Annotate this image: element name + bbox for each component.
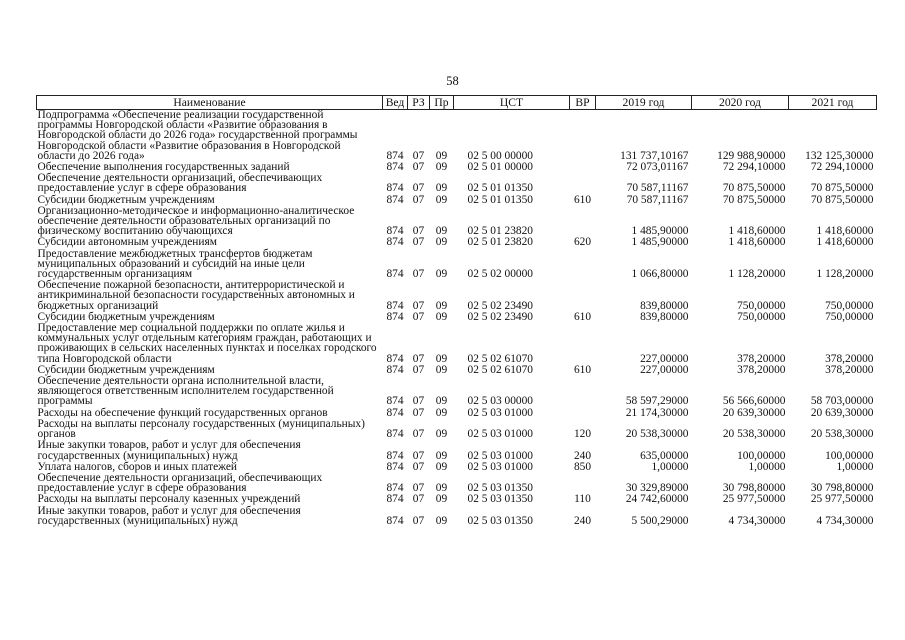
- row-2020-cell: 20 639,30000: [722, 406, 786, 419]
- row-rz-cell: 07: [412, 514, 425, 527]
- row-rz-cell: 07: [412, 149, 425, 162]
- row-2019-cell: 1 485,90000: [631, 236, 689, 249]
- row-ved-cell: 874: [386, 225, 404, 238]
- row-rz-cell: 07: [412, 363, 425, 376]
- row-pr-cell: 09: [435, 352, 448, 365]
- row-pr-cell: 09: [435, 363, 448, 376]
- row-vr-cell: 610: [573, 310, 592, 323]
- row-pr-cell: 09: [435, 460, 448, 473]
- header-2021: 2021 год: [789, 96, 877, 110]
- row-vr-cell: [570, 408, 596, 419]
- row-2020-cell: 20 538,30000: [722, 428, 786, 441]
- row-name-cell: Иные закупки товаров, работ и услуг для обеспечения государственных (муниципальных) нужд: [37, 504, 301, 527]
- row-name-cell: Уплата налогов, сборов и иных платежей: [37, 460, 237, 473]
- row-cst-cell: 02 5 03 01000: [467, 406, 533, 419]
- row-rz-cell: 07: [412, 460, 425, 473]
- row-ved-cell: 874: [386, 449, 404, 462]
- row-2019-cell: 30 329,89000: [625, 482, 689, 495]
- row-name-cell: Предоставление мер социальной поддержки по оплате жилья и коммунальных услуг отдельным категориям граждан, работающих и проживающих в сельских населенных пунктах и поселках городского типа Новгородской области: [37, 322, 377, 365]
- row-name-cell: Организационно-методическое и информационно-аналитическое обеспечение деятельности образовательных организаций по физическому воспитанию обучающихся: [37, 204, 355, 238]
- row-rz-cell: 07: [412, 406, 425, 419]
- row-pr-cell: 09: [435, 182, 448, 195]
- row-ved-cell: 874: [386, 406, 404, 419]
- header-name: Наименование: [37, 96, 383, 110]
- row-pr-cell: 09: [435, 161, 448, 174]
- row-cst-cell: 02 5 03 01000: [467, 428, 533, 441]
- row-2020-cell: 1,00000: [748, 460, 786, 473]
- header-cst: ЦСТ: [454, 96, 570, 110]
- row-2021-cell: 30 798,80000: [810, 482, 874, 495]
- row-vr-cell: 620: [573, 236, 592, 249]
- row-pr-cell: 09: [435, 406, 448, 419]
- row-rz-cell: 07: [412, 310, 425, 323]
- table-row: [37, 440, 877, 461]
- header-vr: ВР: [570, 96, 596, 110]
- row-pr-cell: 09: [435, 225, 448, 238]
- row-vr-cell: [570, 173, 596, 194]
- row-ved-cell: 874: [386, 182, 404, 195]
- row-2019-cell: 21 174,30000: [625, 406, 689, 419]
- row-name-cell: Обеспечение деятельности органа исполнительной власти, являющегося ответственным исполнителем государственной программы: [37, 375, 334, 408]
- header-rz: РЗ: [408, 96, 430, 110]
- row-vr-cell: [570, 280, 596, 312]
- row-vr-cell: 610: [573, 363, 592, 376]
- row-2020-cell: 100,00000: [737, 449, 786, 462]
- row-vr-cell: [570, 110, 596, 163]
- row-2021-cell: 72 294,10000: [810, 161, 874, 174]
- row-2020-cell: 1 418,60000: [728, 236, 786, 249]
- row-cst-cell: 02 5 02 23490: [467, 299, 533, 312]
- row-2019-cell: 70 587,11167: [626, 182, 689, 195]
- row-vr-cell: 850: [573, 460, 592, 473]
- row-cst-cell: 02 5 03 01350: [467, 493, 533, 506]
- table-row: [37, 323, 877, 365]
- row-2021-cell: 750,00000: [825, 299, 874, 312]
- row-2020-cell: 750,00000: [737, 310, 786, 323]
- row-2019-cell: 72 073,01167: [626, 161, 689, 174]
- row-vr-cell: [570, 206, 596, 238]
- row-rz-cell: 07: [412, 161, 425, 174]
- row-rz-cell: 07: [412, 193, 425, 206]
- row-2019-cell: 635,00000: [640, 449, 689, 462]
- row-2021-cell: 70 875,50000: [810, 182, 874, 195]
- row-2019-cell: 1 066,80000: [631, 268, 689, 281]
- table-body: [37, 110, 877, 527]
- row-2020-cell: 70 875,50000: [722, 182, 786, 195]
- row-name-cell: Субсидии бюджетным учреждениям: [37, 363, 215, 376]
- row-2019-cell: 24 742,60000: [625, 493, 689, 506]
- row-2021-cell: 25 977,50000: [810, 493, 874, 506]
- row-rz-cell: 07: [412, 268, 425, 281]
- table-row: [37, 376, 877, 408]
- row-pr-cell: 09: [435, 149, 448, 162]
- row-vr-cell: 110: [574, 493, 591, 506]
- row-2019-cell: 70 587,11167: [626, 193, 689, 206]
- row-2020-cell: 1 418,60000: [728, 225, 786, 238]
- row-cst-cell: 02 5 01 23820: [467, 225, 533, 238]
- row-name-cell: Расходы на выплаты персоналу казенных учреждений: [37, 493, 301, 506]
- row-rz-cell: 07: [412, 236, 425, 249]
- row-vr-cell: 240: [573, 514, 592, 527]
- row-vr-cell: [570, 323, 596, 365]
- row-name-cell: Субсидии автономным учреждениям: [37, 236, 217, 249]
- header-2019: 2019 год: [596, 96, 692, 110]
- header-pr: Пр: [430, 96, 454, 110]
- row-2019-cell: 131 737,10167: [620, 149, 689, 162]
- row-2021-cell: 132 125,30000: [805, 149, 874, 162]
- row-2021-cell: 58 703,00000: [810, 395, 874, 408]
- row-rz-cell: 07: [412, 299, 425, 312]
- row-ved-cell: 874: [386, 310, 404, 323]
- table-row: [37, 206, 877, 238]
- row-name-cell: Обеспечение деятельности организаций, обеспечивающих предоставление услуг в сфере образования: [37, 471, 323, 495]
- row-2021-cell: 4 734,30000: [816, 514, 874, 527]
- row-2020-cell: 70 875,50000: [722, 193, 786, 206]
- row-2021-cell: 70 875,50000: [810, 193, 874, 206]
- row-name-cell: Подпрограмма «Обеспечение реализации государственной программы Новгородской области «Развитие образования в Новгородской области до 2026 года» государственной программы Новгородской области «Развитие образования в Новгородской области до 2026 года»: [37, 109, 358, 162]
- row-cst-cell: 02 5 03 01000: [467, 460, 533, 473]
- row-2020-cell: 129 988,90000: [717, 149, 786, 162]
- row-rz-cell: 07: [412, 182, 425, 195]
- row-2021-cell: 378,20000: [825, 352, 874, 365]
- row-pr-cell: 09: [435, 482, 448, 495]
- row-rz-cell: 07: [412, 482, 425, 495]
- row-2021-cell: 750,00000: [825, 310, 874, 323]
- row-pr-cell: 09: [435, 428, 448, 441]
- row-2020-cell: 4 734,30000: [728, 514, 786, 527]
- table-row: [37, 237, 877, 248]
- row-2019-cell: 1 485,90000: [631, 225, 689, 238]
- budget-table: [36, 95, 877, 527]
- row-cst-cell: 02 5 02 61070: [467, 352, 533, 365]
- table-row: [37, 249, 877, 281]
- header-2020: 2020 год: [692, 96, 789, 110]
- row-ved-cell: 874: [386, 236, 404, 249]
- table-row: [37, 419, 877, 440]
- row-2021-cell: 100,00000: [825, 449, 874, 462]
- table-header: [37, 96, 877, 110]
- row-rz-cell: 07: [412, 225, 425, 238]
- row-2021-cell: 1 418,60000: [816, 225, 874, 238]
- row-cst-cell: 02 5 01 23820: [467, 236, 533, 249]
- row-pr-cell: 09: [435, 299, 448, 312]
- row-2020-cell: 1 128,20000: [728, 268, 786, 281]
- row-2019-cell: 839,80000: [640, 310, 689, 323]
- row-name-cell: Иные закупки товаров, работ и услуг для обеспечения государственных (муниципальных) нужд: [37, 439, 301, 462]
- row-cst-cell: 02 5 03 01350: [467, 482, 533, 495]
- row-vr-cell: 240: [573, 449, 592, 462]
- table-row: [37, 494, 877, 505]
- row-cst-cell: 02 5 01 00000: [467, 161, 533, 174]
- row-pr-cell: 09: [435, 395, 448, 408]
- row-ved-cell: 874: [386, 149, 404, 162]
- row-vr-cell: [570, 376, 596, 408]
- header-ved: Вед: [383, 96, 408, 110]
- row-vr-cell: 120: [573, 428, 592, 441]
- row-name-cell: Субсидии бюджетным учреждениям: [37, 310, 215, 323]
- row-2019-cell: 227,00000: [640, 363, 689, 376]
- row-2021-cell: 378,20000: [825, 363, 874, 376]
- row-2021-cell: 20 538,30000: [810, 428, 874, 441]
- table-row: [37, 506, 877, 527]
- row-ved-cell: 874: [386, 482, 404, 495]
- row-2020-cell: 72 294,10000: [722, 161, 786, 174]
- row-pr-cell: 09: [435, 493, 448, 506]
- row-rz-cell: 07: [412, 395, 425, 408]
- row-name-cell: Расходы на выплаты персоналу государственных (муниципальных) органов: [37, 417, 365, 441]
- row-ved-cell: 874: [386, 268, 404, 281]
- row-2020-cell: 25 977,50000: [722, 493, 786, 506]
- page-number: 58: [446, 74, 459, 88]
- row-cst-cell: 02 5 02 23490: [467, 310, 533, 323]
- row-ved-cell: 874: [386, 493, 404, 506]
- row-pr-cell: 09: [435, 449, 448, 462]
- header-row: [37, 96, 877, 110]
- row-2019-cell: 1,00000: [651, 460, 689, 473]
- row-2021-cell: 1 418,60000: [816, 236, 874, 249]
- row-2019-cell: 227,00000: [640, 352, 689, 365]
- row-ved-cell: 874: [386, 363, 404, 376]
- row-vr-cell: [570, 473, 596, 494]
- row-pr-cell: 09: [435, 268, 448, 281]
- row-cst-cell: 02 5 01 01350: [467, 193, 533, 206]
- row-2020-cell: 750,00000: [737, 299, 786, 312]
- row-name-cell: Субсидии бюджетным учреждениям: [37, 193, 215, 206]
- row-vr-cell: 610: [573, 193, 592, 206]
- row-cst-cell: 02 5 00 00000: [467, 149, 533, 162]
- row-pr-cell: 09: [435, 236, 448, 249]
- row-name-cell: Обеспечение выполнения государственных заданий: [37, 161, 290, 174]
- row-ved-cell: 874: [386, 193, 404, 206]
- row-rz-cell: 07: [412, 352, 425, 365]
- row-ved-cell: 874: [386, 352, 404, 365]
- row-2019-cell: 58 597,29000: [625, 395, 689, 408]
- row-ved-cell: 874: [386, 514, 404, 527]
- row-vr-cell: [570, 249, 596, 281]
- row-2020-cell: 378,20000: [737, 363, 786, 376]
- row-cst-cell: 02 5 02 61070: [467, 363, 533, 376]
- row-ved-cell: 874: [386, 428, 404, 441]
- row-vr-cell: [570, 162, 596, 173]
- row-name-cell: Расходы на обеспечение функций государственных органов: [37, 406, 328, 419]
- row-cst-cell: 02 5 03 01350: [467, 514, 533, 527]
- row-rz-cell: 07: [412, 428, 425, 441]
- table-row: [37, 110, 877, 163]
- row-2019-cell: 5 500,29000: [631, 514, 689, 527]
- table-row: [37, 173, 877, 194]
- row-2019-cell: 839,80000: [640, 299, 689, 312]
- row-pr-cell: 09: [435, 193, 448, 206]
- row-ved-cell: 874: [386, 460, 404, 473]
- row-2020-cell: 30 798,80000: [722, 482, 786, 495]
- row-2019-cell: 20 538,30000: [625, 428, 689, 441]
- table-row: [37, 280, 877, 312]
- row-2021-cell: 1,00000: [836, 460, 874, 473]
- row-cst-cell: 02 5 03 01000: [467, 449, 533, 462]
- budget-table-container: [36, 95, 876, 527]
- row-ved-cell: 874: [386, 161, 404, 174]
- table-row: [37, 473, 877, 494]
- row-name-cell: Предоставление межбюджетных трансфертов бюджетам муниципальных образований и субсидий на иные цели государственным организациям: [37, 247, 313, 281]
- row-cst-cell: 02 5 02 00000: [467, 268, 533, 281]
- row-ved-cell: 874: [386, 395, 404, 408]
- row-rz-cell: 07: [412, 449, 425, 462]
- row-2021-cell: 1 128,20000: [816, 268, 874, 281]
- row-ved-cell: 874: [386, 299, 404, 312]
- row-name-cell: Обеспечение пожарной безопасности, антитеррористической и антикриминальной безопасности государственных автономных и бюджетных организаций: [37, 279, 355, 312]
- row-pr-cell: 09: [435, 310, 448, 323]
- row-2020-cell: 56 566,60000: [722, 395, 786, 408]
- row-pr-cell: 09: [435, 514, 448, 527]
- row-2021-cell: 20 639,30000: [810, 406, 874, 419]
- row-2020-cell: 378,20000: [737, 352, 786, 365]
- row-rz-cell: 07: [412, 493, 425, 506]
- row-name-cell: Обеспечение деятельности организаций, обеспечивающих предоставление услуг в сфере образования: [37, 172, 323, 195]
- row-cst-cell: 02 5 03 00000: [467, 395, 533, 408]
- row-cst-cell: 02 5 01 01350: [467, 182, 533, 195]
